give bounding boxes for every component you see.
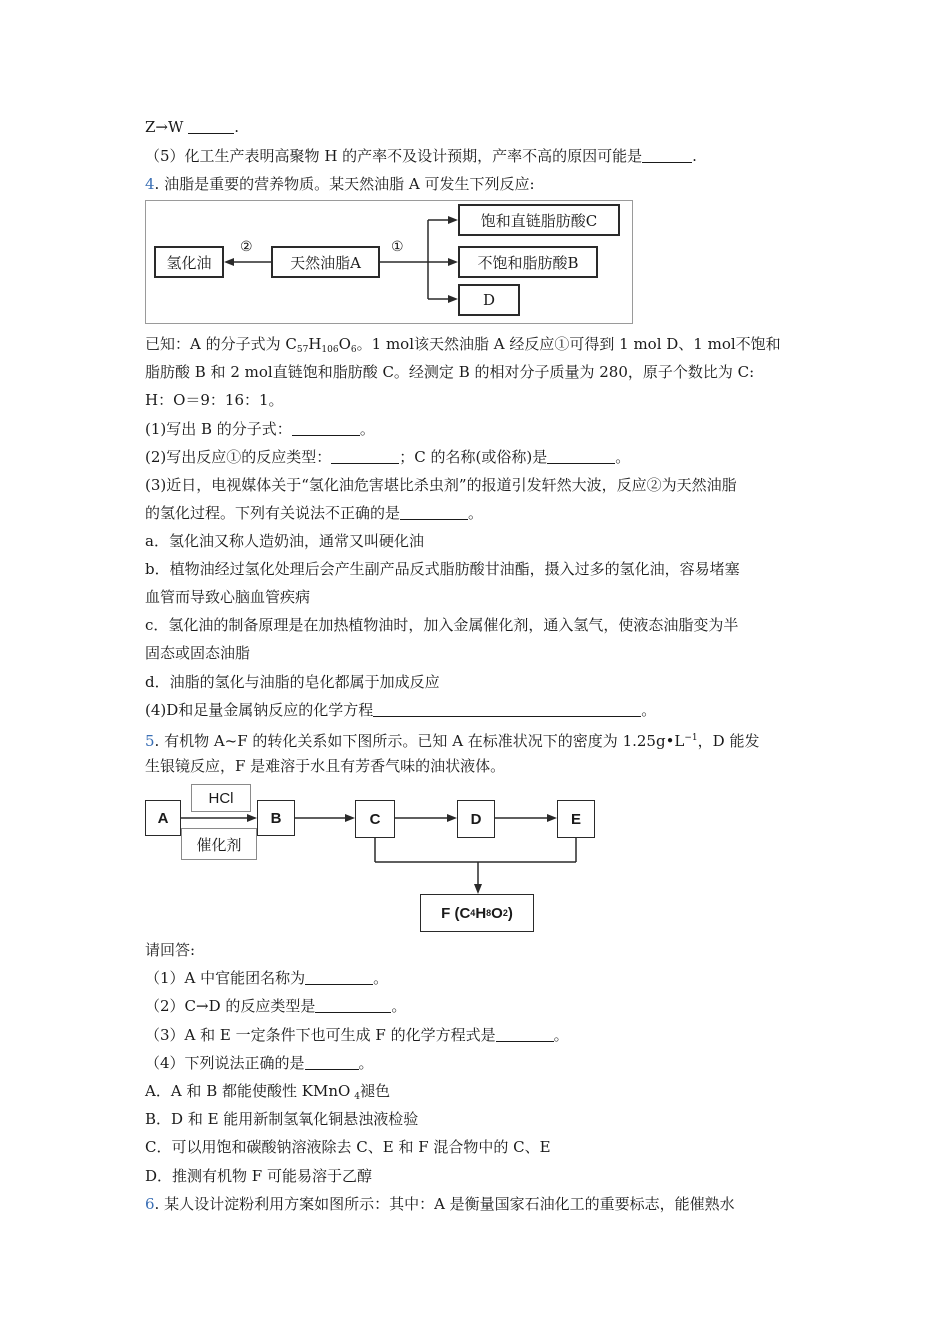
q4-sub1: (1)写出 B 的分子式： 。 bbox=[145, 420, 375, 438]
q5-stem-line1: 5. 有机物 A~F 的转化关系如下图所示。已知 A 在标准状况下的密度为 $1.25g•L^{-1}$，D 能发 bbox=[145, 732, 760, 750]
q4-stem: 4. 油脂是重要的营养物质。某天然油脂 A 可发生下列反应: bbox=[145, 175, 535, 193]
q6-stem: 6. 某人设计淀粉利用方案如图所示：其中：A 是衡量国家石油化工的重要标志，能催熟水 bbox=[145, 1195, 735, 1213]
answer-blank[interactable] bbox=[188, 119, 234, 134]
q5-option-d: D．推测有机物 F 可能易溶于乙醇 bbox=[145, 1167, 372, 1185]
hcl-reagent-label: HCl bbox=[191, 784, 251, 812]
q4-sub3-line2: 的氢化过程。下列有关说法不正确的是 。 bbox=[145, 504, 484, 522]
unsaturated-fatty-acid-b-box: 不饱和脂肪酸B bbox=[458, 246, 598, 278]
answer-blank[interactable] bbox=[400, 505, 468, 520]
q5-sub4: （4）下列说法正确的是 。 bbox=[145, 1054, 374, 1072]
q5-option-c: C．可以用饱和碳酸钠溶液除去 C、E 和 F 混合物中的 C、E bbox=[145, 1138, 551, 1156]
q4-option-c-line1: c．氢化油的制备原理是在加热植物油时，加入金属催化剂，通入氢气，使液态油脂变为半 bbox=[145, 616, 739, 634]
zw-label: Z→W bbox=[145, 118, 184, 136]
q4-sub3-line1: (3)近日，电视媒体关于“氢化油危害堪比杀虫剂”的报道引发轩然大波，反应②为天然油脂 bbox=[145, 476, 737, 494]
reaction-2-label: ② bbox=[240, 239, 253, 255]
answer-blank[interactable] bbox=[496, 1027, 554, 1042]
q5-sub3: （3）A 和 E 一定条件下也可生成 F 的化学方程式是 。 bbox=[145, 1026, 569, 1044]
compound-c-box: C bbox=[355, 800, 395, 838]
compound-e-box: E bbox=[557, 800, 595, 838]
q4-known-line3: H：O＝9：16：1。 bbox=[145, 391, 284, 409]
answer-blank[interactable] bbox=[292, 421, 360, 436]
compound-d-box: D bbox=[457, 800, 495, 838]
product-d-box: D bbox=[458, 284, 520, 316]
saturated-fatty-acid-c-box: 饱和直链脂肪酸C bbox=[458, 204, 620, 236]
natural-fat-a-box: 天然油脂A bbox=[271, 246, 380, 278]
question-number: 5 bbox=[145, 732, 155, 750]
q5-sub2: （2）C→D 的反应类型是 。 bbox=[145, 997, 407, 1015]
q5-ask: 请回答: bbox=[145, 941, 196, 959]
answer-blank[interactable] bbox=[547, 449, 615, 464]
reaction-1-label: ① bbox=[391, 239, 404, 255]
answer-blank[interactable] bbox=[315, 998, 391, 1013]
answer-blank[interactable] bbox=[373, 702, 641, 717]
q5-stem-line2: 生银镜反应，F 是难溶于水且有芳香气味的油状液体。 bbox=[145, 757, 506, 775]
q3-part5: （5）化工生产表明高聚物 H 的产率不及设计预期，产率不高的原因可能是 . bbox=[145, 147, 697, 165]
answer-blank[interactable] bbox=[305, 970, 373, 985]
answer-blank[interactable] bbox=[642, 148, 692, 163]
q4-option-b-line2: 血管而导致心脑血管疾病 bbox=[145, 588, 311, 606]
q5-conversion-diagram bbox=[145, 782, 605, 934]
q4-reaction-diagram bbox=[145, 200, 633, 324]
question-number: 4 bbox=[145, 175, 155, 193]
q5-option-a: A．A 和 B 都能使酸性 KMnO $_4$褪色 bbox=[145, 1082, 391, 1102]
q4-sub4: (4)D和足量金属钠反应的化学方程 。 bbox=[145, 701, 657, 719]
catalyst-label: 催化剂 bbox=[181, 828, 257, 860]
q4-known-line1: 已知：A 的分子式为 $C_{57}H_{106}O_6$。1 mol该天然油脂 A 经反应①可得到 1 mol D、1 mol不饱和 bbox=[145, 335, 781, 355]
q4-option-a: a．氢化油又称人造奶油，通常又叫硬化油 bbox=[145, 532, 424, 550]
hydrogenated-oil-box: 氢化油 bbox=[154, 246, 224, 278]
q5-option-b: B．D 和 E 能用新制氢氧化铜悬浊液检验 bbox=[145, 1110, 419, 1128]
q5-sub1: （1）A 中官能团名称为 。 bbox=[145, 969, 389, 987]
q4-sub2: (2)写出反应①的反应类型： ；C 的名称(或俗称)是 。 bbox=[145, 448, 631, 466]
compound-f-box: F (C 4 H 8 O 2 ) bbox=[420, 894, 534, 932]
q3-zw-line: Z→W . bbox=[145, 118, 239, 136]
q4-option-b-line1: b．植物油经过氢化处理后会产生副产品反式脂肪酸甘油酯，摄入过多的氢化油，容易堵塞 bbox=[145, 560, 740, 578]
answer-blank[interactable] bbox=[305, 1055, 359, 1070]
q4-option-d: d．油脂的氢化与油脂的皂化都属于加成反应 bbox=[145, 673, 440, 691]
compound-b-box: B bbox=[257, 800, 295, 836]
answer-blank[interactable] bbox=[331, 449, 399, 464]
question-number: 6 bbox=[145, 1195, 155, 1213]
q4-option-c-line2: 固态或固态油脂 bbox=[145, 644, 251, 662]
compound-a-box: A bbox=[145, 800, 181, 836]
q4-known-line2: 脂肪酸 B 和 2 mol直链饱和脂肪酸 C。经测定 B 的相对分子质量为 280，原子个数比为 C: bbox=[145, 363, 755, 381]
